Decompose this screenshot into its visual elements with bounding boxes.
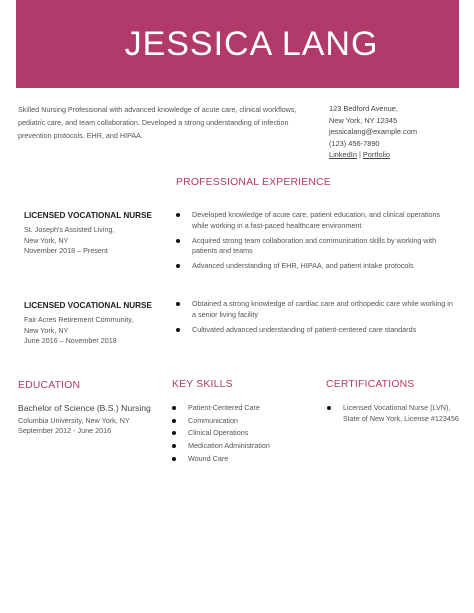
bullet-icon <box>172 406 176 410</box>
job-2-employer: Fair Acres Retirement Community, <box>24 315 134 324</box>
education-school: Columbia University, New York, NY <box>18 416 130 425</box>
certifications-heading: CERTIFICATIONS <box>326 379 415 390</box>
list-item <box>172 454 292 465</box>
list-item <box>176 261 456 272</box>
job-1-bullets <box>176 210 456 276</box>
bullet-icon <box>172 419 176 423</box>
experience-heading: PROFESSIONAL EXPERIENCE <box>176 177 331 188</box>
contact-city: New York, NY 12345 <box>329 115 398 125</box>
skill-text: Patient-Centered Care <box>188 403 260 412</box>
job-2-dates: June 2016 – November 2018 <box>24 336 117 346</box>
bullet-icon <box>172 457 176 461</box>
skills-list <box>172 403 292 466</box>
education-dates: September 2012 - June 2016 <box>18 425 112 435</box>
job-1-title: LICENSED VOCATIONAL NURSE <box>24 211 152 220</box>
contact-links <box>329 149 459 161</box>
bullet-icon <box>176 302 180 306</box>
link-separator: | <box>358 150 361 160</box>
skill-text: Clinical Operations <box>188 428 249 438</box>
job-1-meta <box>24 225 114 257</box>
list-item <box>176 236 456 258</box>
contact-phone: (123) 456-7890 <box>329 138 380 148</box>
list-item <box>327 403 462 425</box>
job-1-dates: November 2018 – Present <box>24 246 108 256</box>
bullet-icon <box>327 406 331 410</box>
job-1-location: New York, NY <box>24 235 69 245</box>
job-2-bullets <box>176 299 456 339</box>
list-item <box>176 325 456 336</box>
header-banner <box>16 0 459 88</box>
education-meta <box>18 416 130 436</box>
job-1-employer: St. Joseph's Assisted Living, <box>24 225 115 234</box>
skill-text: Wound Care <box>188 453 229 463</box>
bullet-icon <box>176 328 180 332</box>
linkedin-link[interactable]: LinkedIn <box>329 150 357 160</box>
job-2-title: LICENSED VOCATIONAL NURSE <box>24 301 152 310</box>
contact-street: 123 Bedford Avenue, <box>329 104 398 113</box>
bullet-icon <box>176 264 180 268</box>
list-item <box>176 210 456 232</box>
contact-email: jessicalang@example.com <box>329 127 418 137</box>
portfolio-link[interactable]: Portfolio <box>362 150 390 160</box>
list-item <box>172 416 292 427</box>
skill-text: Communication <box>188 415 238 425</box>
education-degree: Bachelor of Science (B.S.) Nursing <box>18 403 151 413</box>
certification-text: Licensed Vocational Nurse (LVN), State of New York, License #123456 <box>343 403 459 423</box>
skills-heading: KEY SKILLS <box>172 379 233 390</box>
bullet-icon <box>176 213 180 217</box>
list-item <box>172 403 292 414</box>
job-2-location: New York, NY <box>24 325 69 335</box>
job-2-meta <box>24 315 133 347</box>
contact-block <box>329 103 459 161</box>
bullet-text: Acquired strong team collaboration and communication skills by working with patients and teams <box>192 235 437 256</box>
list-item <box>172 428 292 439</box>
education-heading: EDUCATION <box>18 380 81 391</box>
candidate-name: JESSICA LANG <box>124 24 379 63</box>
skill-text: Medication Administration <box>188 441 270 451</box>
bullet-text: Advanced understanding of EHR, HIPAA, and patient intake protocols <box>192 261 414 271</box>
list-item <box>172 441 292 452</box>
bullet-text: Obtained a strong knowledge of cardiac care and orthopedic care while working in a senior living facility <box>192 299 453 319</box>
bullet-icon <box>176 239 180 243</box>
bullet-icon <box>172 444 176 448</box>
bullet-text: Cultivated advanced understanding of patient-centered care standards <box>192 324 417 334</box>
certifications-list <box>327 403 462 429</box>
bullet-icon <box>172 431 176 435</box>
bullet-text: Developed knowledge of acute care, patient education, and clinical operations while working in a fast-paced healthcare environment <box>192 210 441 230</box>
list-item <box>176 299 456 321</box>
summary-text: Skilled Nursing Professional with advanced knowledge of acute care, clinical workflows, pediatric care, and team collaboration. Developed a strong understanding of infection prevention protocols, EHR, and HIPAA. <box>18 105 297 140</box>
